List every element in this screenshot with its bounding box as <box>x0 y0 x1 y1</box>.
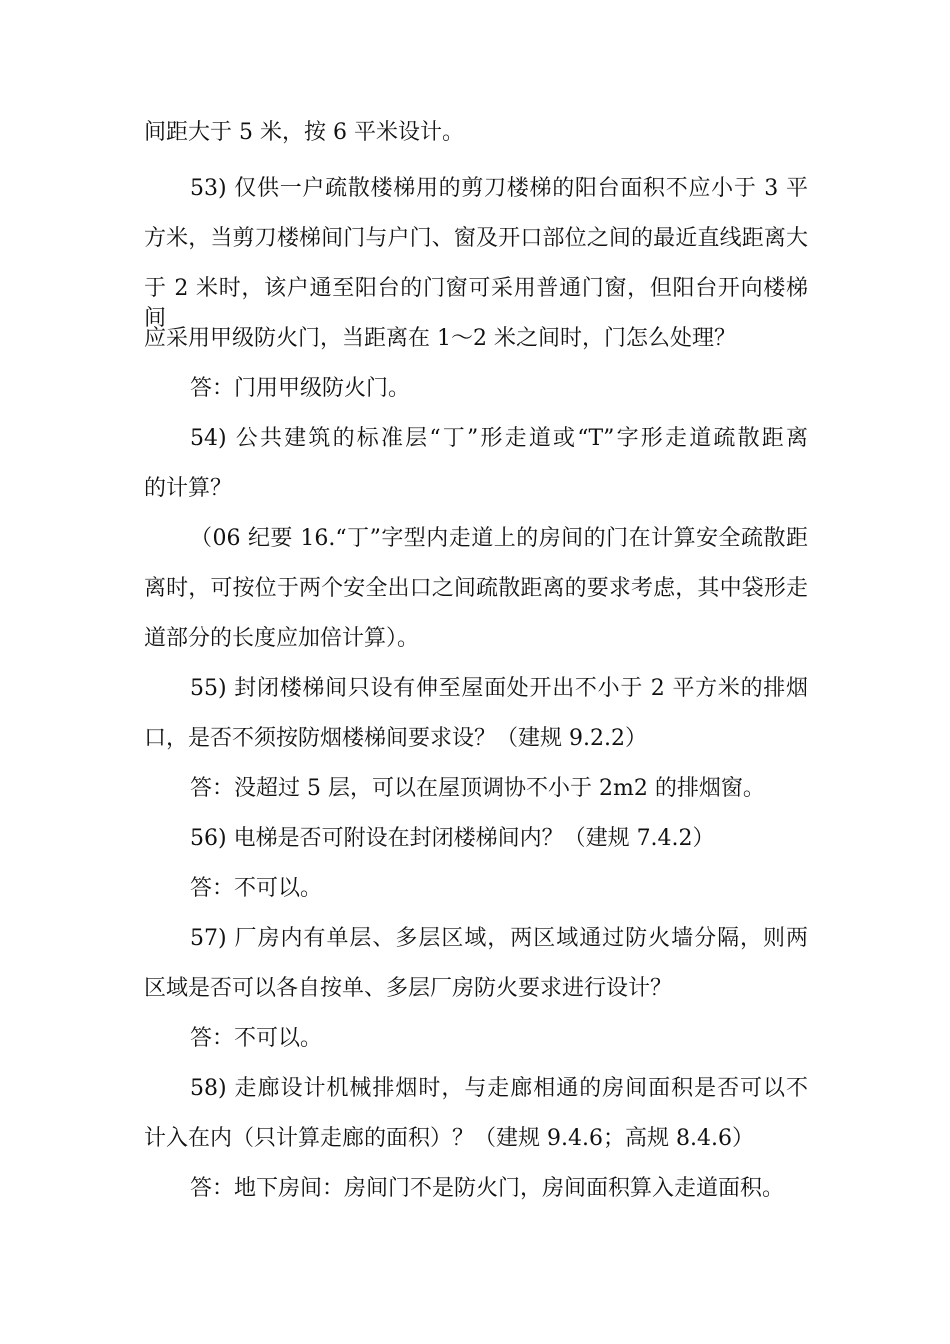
question-53-line: 53) 仅供一户疏散楼梯用的剪刀楼梯的阳台面积不应小于 3 平 <box>190 176 808 201</box>
answer-55: 答：没超过 5 层，可以在屋顶调协不小于 2m2 的排烟窗。 <box>190 776 765 801</box>
answer-56: 答：不可以。 <box>190 876 323 901</box>
question-58-line: 58) 走廊设计机械排烟时，与走廊相通的房间面积是否可以不 <box>190 1076 808 1101</box>
question-54-line: 54) 公共建筑的标准层“丁”形走道或“T”字形走道疏散距离 <box>190 426 808 451</box>
text-line: 口，是否不须按防烟楼梯间要求设？（建规 9.2.2） <box>144 726 647 751</box>
note-54-line: （06 纪要 16.“丁”字型内走道上的房间的门在计算安全疏散距 <box>190 526 808 551</box>
question-57-line: 57) 厂房内有单层、多层区域，两区域通过防火墙分隔，则两 <box>190 926 808 951</box>
text-line: 计入在内（只计算走廊的面积）？（建规 9.4.6；高规 8.4.6） <box>144 1126 754 1151</box>
text-line: 间距大于 5 米，按 6 平米设计。 <box>144 120 464 145</box>
question-55-line: 55) 封闭楼梯间只设有伸至屋面处开出不小于 2 平方米的排烟 <box>190 676 808 701</box>
answer-53: 答：门用甲级防火门。 <box>190 376 411 401</box>
answer-57: 答：不可以。 <box>190 1026 323 1051</box>
text-line: 于 2 米时，该户通至阳台的门窗可采用普通门窗，但阳台开向楼梯间 <box>144 276 808 331</box>
text-line: 方米，当剪刀楼梯间门与户门、窗及开口部位之间的最近直线距离大 <box>144 226 808 251</box>
text-line: 的计算？ <box>144 476 233 501</box>
text-line: 区域是否可以各自按单、多层厂房防火要求进行设计？ <box>144 976 673 1001</box>
text-line: 离时，可按位于两个安全出口之间疏散距离的要求考虑，其中袋形走 <box>144 576 808 601</box>
text-line: 应采用甲级防火门，当距离在 1～2 米之间时，门怎么处理？ <box>144 326 736 351</box>
answer-58: 答：地下房间：房间门不是防火门，房间面积算入走道面积。 <box>190 1176 785 1201</box>
text-line: 道部分的长度应加倍计算）。 <box>144 626 420 651</box>
question-56: 56) 电梯是否可附设在封闭楼梯间内？（建规 7.4.2） <box>190 826 715 851</box>
